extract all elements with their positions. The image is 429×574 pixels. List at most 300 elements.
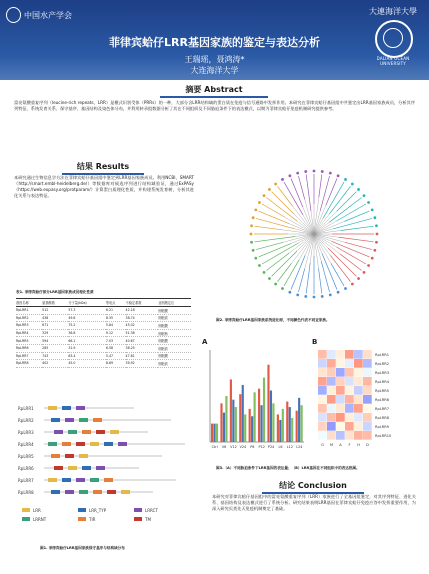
fig2-branch [277,263,291,281]
table1-cell: RpLRR3 [16,322,42,330]
table1 [16,298,191,396]
fig2-branch [340,254,361,270]
fig1-domain-box [65,454,74,458]
table1-cell: 402 [42,360,68,368]
table1-cell: 5.84 [106,322,126,330]
table1-header-cell: 不稳定系数 [126,299,159,307]
fig3a-tick-label: P12 [258,445,265,449]
fig2-branch [291,255,305,289]
fig3b-row-label: RpLRR8 [375,416,390,420]
fig3b-cell [363,350,372,359]
fig2-tip [371,208,374,211]
table1-cell: 6.21 [106,307,126,315]
fig3a-tick-label: L12 [286,445,294,449]
table1-cell: 5.47 [106,352,126,360]
table1-cell: 9.12 [106,329,126,337]
fig3b-col-label: M [329,443,334,447]
fig3b-cell [354,422,363,431]
fig3b-cell [345,422,354,431]
fig3b-cell [336,386,345,395]
table1-header-cell: 基因名称 [16,299,42,307]
fig2-inner-branch [314,211,320,234]
table1-cell: 细胞膜 [158,322,191,330]
fig2-tip [367,201,370,204]
fig1-gene-label: RpLRR2 [18,418,34,423]
fig3a-tick-label: P6 [250,445,255,449]
table1-header-cell: 亚细胞定位 [158,299,191,307]
fig3a-tick-label: V12 [230,445,237,449]
fig3a-bar [286,402,288,442]
fig1-domain-box [48,478,57,482]
table1-cell: 36.25 [126,344,159,352]
fig2-branch [321,261,329,292]
fig3b-cell [354,404,363,413]
fig2-branch [306,263,310,294]
table1-cell: 7.03 [106,337,126,345]
conclusion-body: 本研究对菲律宾蛤仔基因组中的富亮氨酸重复序列（LRR）家族进行了全基因组鉴定，对其序列特征、进化关系、基因结构及表达模式进行了系统分析。研究结果表明LRR基因在菲律宾蛤仔免疫应答中发挥重要作用，为深入研究贝类先天免疫机制奠定了基础。 [212,494,416,511]
fig1-gene-label: RpLRR7 [18,478,34,483]
fig3b-row-label: RpLRR2 [375,362,390,366]
fig1-legend-swatch [78,508,86,512]
fig3a-bar [239,394,241,442]
table1-cell: RpLRR6 [16,344,42,352]
table1-cell: 42.18 [126,307,159,315]
society-logo [6,6,72,24]
fig3b-cell [318,350,327,359]
fig3b-cell [318,422,327,431]
fig3a-bar [277,414,279,442]
fig2-branch [277,186,292,206]
table1-cell: 66.1 [68,337,106,345]
fig3b-row-label: RpLRR1 [375,353,390,357]
table1-row [16,344,191,352]
fig3a-bar [230,379,232,442]
fig1-legend-label: LRRNT [33,517,47,522]
fig3b-cell [327,386,336,395]
fig1-domain-box [93,490,102,494]
fig3b-cell [327,359,336,368]
table1-cell: RpLRR7 [16,352,42,360]
fig1-domain-diagram [16,400,192,540]
fig1-legend-label: TM [145,517,151,522]
fig3b-cell [318,431,327,440]
fig2-branch [255,236,296,241]
fig1-gene-label: RpLRR3 [18,430,34,435]
fig3b-cell [345,386,354,395]
fig2-branch [329,197,362,222]
fig3a-bar [251,416,253,442]
fig3a-bar [282,409,284,442]
table1-cell: 8.35 [106,314,126,322]
fig1-legend-label: LRRCT [145,508,158,513]
fig1-domain-box [65,418,74,422]
fig3a-bar [270,390,272,442]
fig3b-cell [363,395,372,404]
fig2-tip [321,295,324,298]
poster-title: 菲律宾蛤仔LRR基因家族的鉴定与表达分析 [109,36,320,49]
fig2-branch [319,269,322,294]
fig3b-cell [354,386,363,395]
fig1-domain-box [90,478,99,482]
fig1-domain-box [96,430,105,434]
fig1-domain-box [79,490,88,494]
fig3a-bar [223,413,225,442]
fig2-tip [375,224,378,227]
fig2-tip [274,283,277,286]
table1-cell: RpLRR8 [16,360,42,368]
conclusion-heading: 结论 Conclusion [262,480,364,494]
fig3b-col-label: D [366,443,369,447]
fig2-tip [268,277,271,280]
fig1-gene-label: RpLRR8 [18,490,34,495]
table1-cell: 83.4 [68,352,106,360]
fig3b-cell [318,359,327,368]
fig3a-bar [220,403,222,442]
fig2-tip [351,283,354,286]
fig3a-tick-label: L24 [296,445,303,449]
fig2-tip [296,172,299,175]
fig2-inner-branch [305,199,314,234]
fig1-legend-label: LRR [33,508,41,513]
fig3a-tick-label: L6 [278,445,283,449]
fig1-gene-label: RpLRR4 [18,442,34,447]
fig3a-bar [213,424,215,442]
fig3b-col-label: F [348,443,351,447]
fig3a-bar [301,405,303,442]
fig3b-cell [318,368,327,377]
table1-cell: RpLRR4 [16,329,42,337]
fig3a-bar [289,407,291,442]
fig2-branch [262,204,285,217]
fig2-tip [263,194,266,197]
fig1-domain-box [79,418,88,422]
fig3b-cell [336,404,345,413]
abstract-heading: 摘要 Abstract [160,84,268,98]
poster-header [0,0,429,80]
fig3b-cell [318,404,327,413]
fig1-domain-box [82,466,91,470]
fig3b-cell [363,359,372,368]
table1-cell: 40.67 [126,337,159,345]
fig2-tip [367,264,370,267]
fig1-gene-label: RpLRR1 [18,406,34,411]
table1-cell: 细胞膜 [158,352,191,360]
fig3b-cell [336,413,345,422]
fig3b-cell [318,395,327,404]
fig1-domain-box [110,430,119,434]
fig3b-row-label: RpLRR6 [375,398,390,402]
fig2-branch [319,175,322,198]
fig2-tip [252,216,255,219]
fig3b-col-label: G [321,443,324,447]
table1-row [16,329,191,337]
fig3b-col-label: A [339,443,342,447]
table1-header-cell: 氨基酸数 [42,299,68,307]
fig3b-cell [327,422,336,431]
fig3b-cell [354,368,363,377]
fig3b-cell [327,395,336,404]
fig3b-cell [327,377,336,386]
poster-footer [0,560,429,574]
table1-header-cell: 等电点 [106,299,126,307]
university-calligraphy: 大連海洋大學 [369,7,417,16]
fig3b-cell [336,422,345,431]
fig1-domain-box [96,466,105,470]
fig3-caption: 图3.（A）不同胁迫条件下LRR基因的表达量；（B）LRR基因在不同组织中的表达热图。 [216,466,360,470]
fig3a-bar [235,407,237,442]
fig3b-row-label: RpLRR9 [375,425,390,429]
fig3a-bar [249,409,251,442]
table1-cell: 细胞核 [158,329,191,337]
fig3b-cell [345,431,354,440]
university-english-name: DALIAN OCEAN UNIVERSITY [376,56,410,66]
fig3b-cell [354,359,363,368]
fig1-domain-box [82,430,91,434]
fig2-tip [304,170,307,173]
fig1-domain-box [118,442,127,446]
fig2-tip [250,241,253,244]
fig3b-cell [363,404,372,413]
fig3a-tick-label: V6 [221,445,227,449]
table1-cell: 细胞质 [158,360,191,368]
fig2-tip [250,233,253,236]
table1-cell: 6.58 [106,344,126,352]
table1-cell: RpLRR1 [16,307,42,315]
fig2-tip [254,208,257,211]
fig1-caption: 图1. 菲律宾蛤仔LRR基因家族保守基序与结构域分布 [40,546,125,550]
fig1-legend-swatch [134,517,142,521]
table1-cell: 329 [42,329,68,337]
fig3b-cell [318,386,327,395]
abstract-body: 富亮氨酸重复序列（leucine-rich repeats，LRR）是模式识别受体（PRRs）的一种，大部分含LRR结构域的蛋白质在免疫与信号通路中发挥作用。本研究在菲律宾蛤仔基因组中共鉴定出LRR基因家族成员，分析其序列特征、系统发育关系、保守基序、基因结构及染色体分布，并利用转录组数据分析了其在不同组织及不同胁迫条件下的表达模式，以期为菲律宾蛤仔免疫机制研究提供参考。 [14,100,415,111]
fig3b-cell [336,359,345,368]
fig2-tip [258,264,261,267]
table1-header-row [16,299,191,307]
fig2-tip [313,170,316,173]
fig1-domain-box [76,478,85,482]
fig3b-cell [318,377,327,386]
table1-cell: 671 [42,322,68,330]
fig2-tip [258,201,261,204]
fig1-domain-box [51,418,60,422]
fig2-tip [288,174,291,177]
table1-cell: 细胞膜 [158,337,191,345]
fig3b-cell [336,431,345,440]
fig2-branch [255,226,282,230]
fig1-domain-box [54,466,63,470]
fig1-domain-box [79,454,88,458]
fig2-tip [371,257,374,260]
fig3b-cell [327,413,336,422]
fig1-domain-box [104,442,113,446]
fig3a-bar [279,420,281,442]
fig3b-cell [336,368,345,377]
fig1-domain-box [121,490,130,494]
fig2-tip [263,271,266,274]
fig2-tip [281,178,284,181]
fig2-tip [344,287,347,290]
fig2-tip [281,287,284,290]
fig3b-row-label: RpLRR10 [375,434,392,438]
fig2-branch [306,175,311,212]
fig3a-tick-label: P24 [267,445,275,449]
table1-cell: 438 [42,314,68,322]
fig3a-bar-chart [200,336,308,460]
fig1-legend-swatch [22,517,30,521]
table1-cell: 512 [42,307,68,315]
poster-authors [0,54,429,76]
fig2-branch [320,176,329,211]
fig3a-bar [211,424,213,442]
table1-cell: 594 [42,337,68,345]
fig2-branch [298,176,304,199]
fig3b-panel-label: B [312,338,318,346]
table1-row [16,322,191,330]
fig3a-tick-label: V24 [239,445,247,449]
fig1-legend-swatch [22,508,30,512]
fig3b-cell [336,395,345,404]
fig3a-bar [242,385,244,442]
fig2-tip [375,241,378,244]
fig3b-cell [327,368,336,377]
fig1-domain-box [90,442,99,446]
table1-cell: RpLRR2 [16,314,42,322]
fig2-branch [259,211,289,224]
fig1-domain-box [65,490,74,494]
fig3b-cell [363,386,372,395]
table1-cell: RpLRR5 [16,337,42,345]
fig3a-bar [254,392,256,442]
fig3a-bar [296,411,298,442]
fig2-inner-branch [283,234,314,242]
fig3b-cell [345,350,354,359]
fig1-domain-box [76,406,85,410]
fig3a-tick-label: Ctrl [211,445,218,449]
fig1-domain-box [93,418,102,422]
results-heading: 结果 Results [62,161,144,175]
fig1-domain-box [51,490,60,494]
fig2-branch [339,237,374,242]
fig3a-bar [291,418,293,442]
fig1-gene-label: RpLRR5 [18,454,34,459]
fig2-tip [351,183,354,186]
table1-row [16,307,191,315]
table1-cell: 47.81 [126,352,159,360]
fig3b-row-label: RpLRR4 [375,380,390,384]
table1-header-cell: 分子量(kDa) [68,299,106,307]
fig2-branch [328,248,356,276]
fig2-tip [296,293,299,296]
fig2-tip [254,257,257,260]
fig3b-col-label: H [357,443,360,447]
fig3a-bar [232,400,234,442]
table1-cell: 75.2 [68,322,106,330]
fig1-domain-box [62,406,71,410]
fig2-tip [329,172,332,175]
fig3b-cell [345,413,354,422]
table1-row [16,360,191,368]
fig3b-cell [363,368,372,377]
fig2-tip [250,224,253,227]
fig3b-cell [327,350,336,359]
fig3b-cell [363,431,372,440]
fig1-domain-box [68,430,77,434]
fig3b-heatmap [310,336,416,460]
fig1-domain-box [54,430,63,434]
fig1-legend-label: LRR_TYP [89,508,107,513]
fig1-domain-box [76,442,85,446]
fig3a-bar [263,378,265,442]
fig3a-bar [298,398,300,442]
fig2-tip [329,293,332,296]
table1-cell: 39.92 [126,360,159,368]
table1-cell: 细胞质 [158,314,191,322]
fig3b-cell [363,413,372,422]
fig3a-bar [272,403,274,442]
fig2-tip [268,188,271,191]
fig1-domain-box [62,442,71,446]
fig3b-cell [336,350,345,359]
fig2-tip [357,188,360,191]
results-body: 本研究通过生物信息学方法在菲律宾蛤仔基因组中鉴定到LRR基因家族成员。利用NCBI、SMART（http://smart.embl-heidelberg.de/）等数据库对候选序列进行结构域验证，通过ExPASy（https://web.expasy.org/protparam/）计算蛋白质理化性质，并构建系统发育树，分析其进化关系与表达特征。 [14,175,194,198]
fig2-tip [363,271,366,274]
fig3b-cell [327,404,336,413]
fig3a-bar [216,424,218,442]
society-seal-icon [6,7,21,23]
fig2-tip [376,233,379,236]
fig3b-cell [354,350,363,359]
fig3a-bar [260,405,262,442]
table1-cell: 45.0 [68,360,106,368]
fig1-domain-box [104,478,113,482]
fig1-domain-box [48,406,57,410]
fig3b-cell [354,431,363,440]
fig2-inner-branch [295,229,314,234]
table1-cell: 51.36 [126,329,159,337]
table1-cell: 36.8 [68,329,106,337]
fig2-tip [321,170,324,173]
fig1-domain-box [107,490,116,494]
table1-cell: 31.9 [68,344,106,352]
table1-cell: 8.69 [106,360,126,368]
fig3a-bar [244,414,246,442]
table1-cell: 743 [42,352,68,360]
fig1-domain-box [51,454,60,458]
fig2-tip [252,249,255,252]
fig2-tip [363,194,366,197]
fig2-inner-branch [314,229,333,234]
fig2-inner-branch [314,234,345,242]
fig1-domain-box [68,466,77,470]
fig2-tip [337,291,340,294]
fig3a-panel-label: A [202,338,208,346]
fig2-caption: 图2. 菲律宾蛤仔LRR基因家族系统进化树，不同颜色代表不同亚家族。 [216,318,330,322]
fig3b-cell [327,431,336,440]
fig3b-cell [345,404,354,413]
fig2-tip [313,296,316,299]
fig3b-row-label: RpLRR5 [375,389,390,393]
fig3b-row-label: RpLRR3 [375,371,390,375]
fig3b-cell [363,377,372,386]
fig3b-cell [336,377,345,386]
fig2-branch [272,192,295,215]
table1-cell: 285 [42,344,68,352]
table1-cell: 细胞质 [158,344,191,352]
table1-row [16,352,191,360]
fig3a-bar [225,396,227,442]
fig3a-bar [258,389,260,442]
fig2-inner-branch [305,234,314,269]
